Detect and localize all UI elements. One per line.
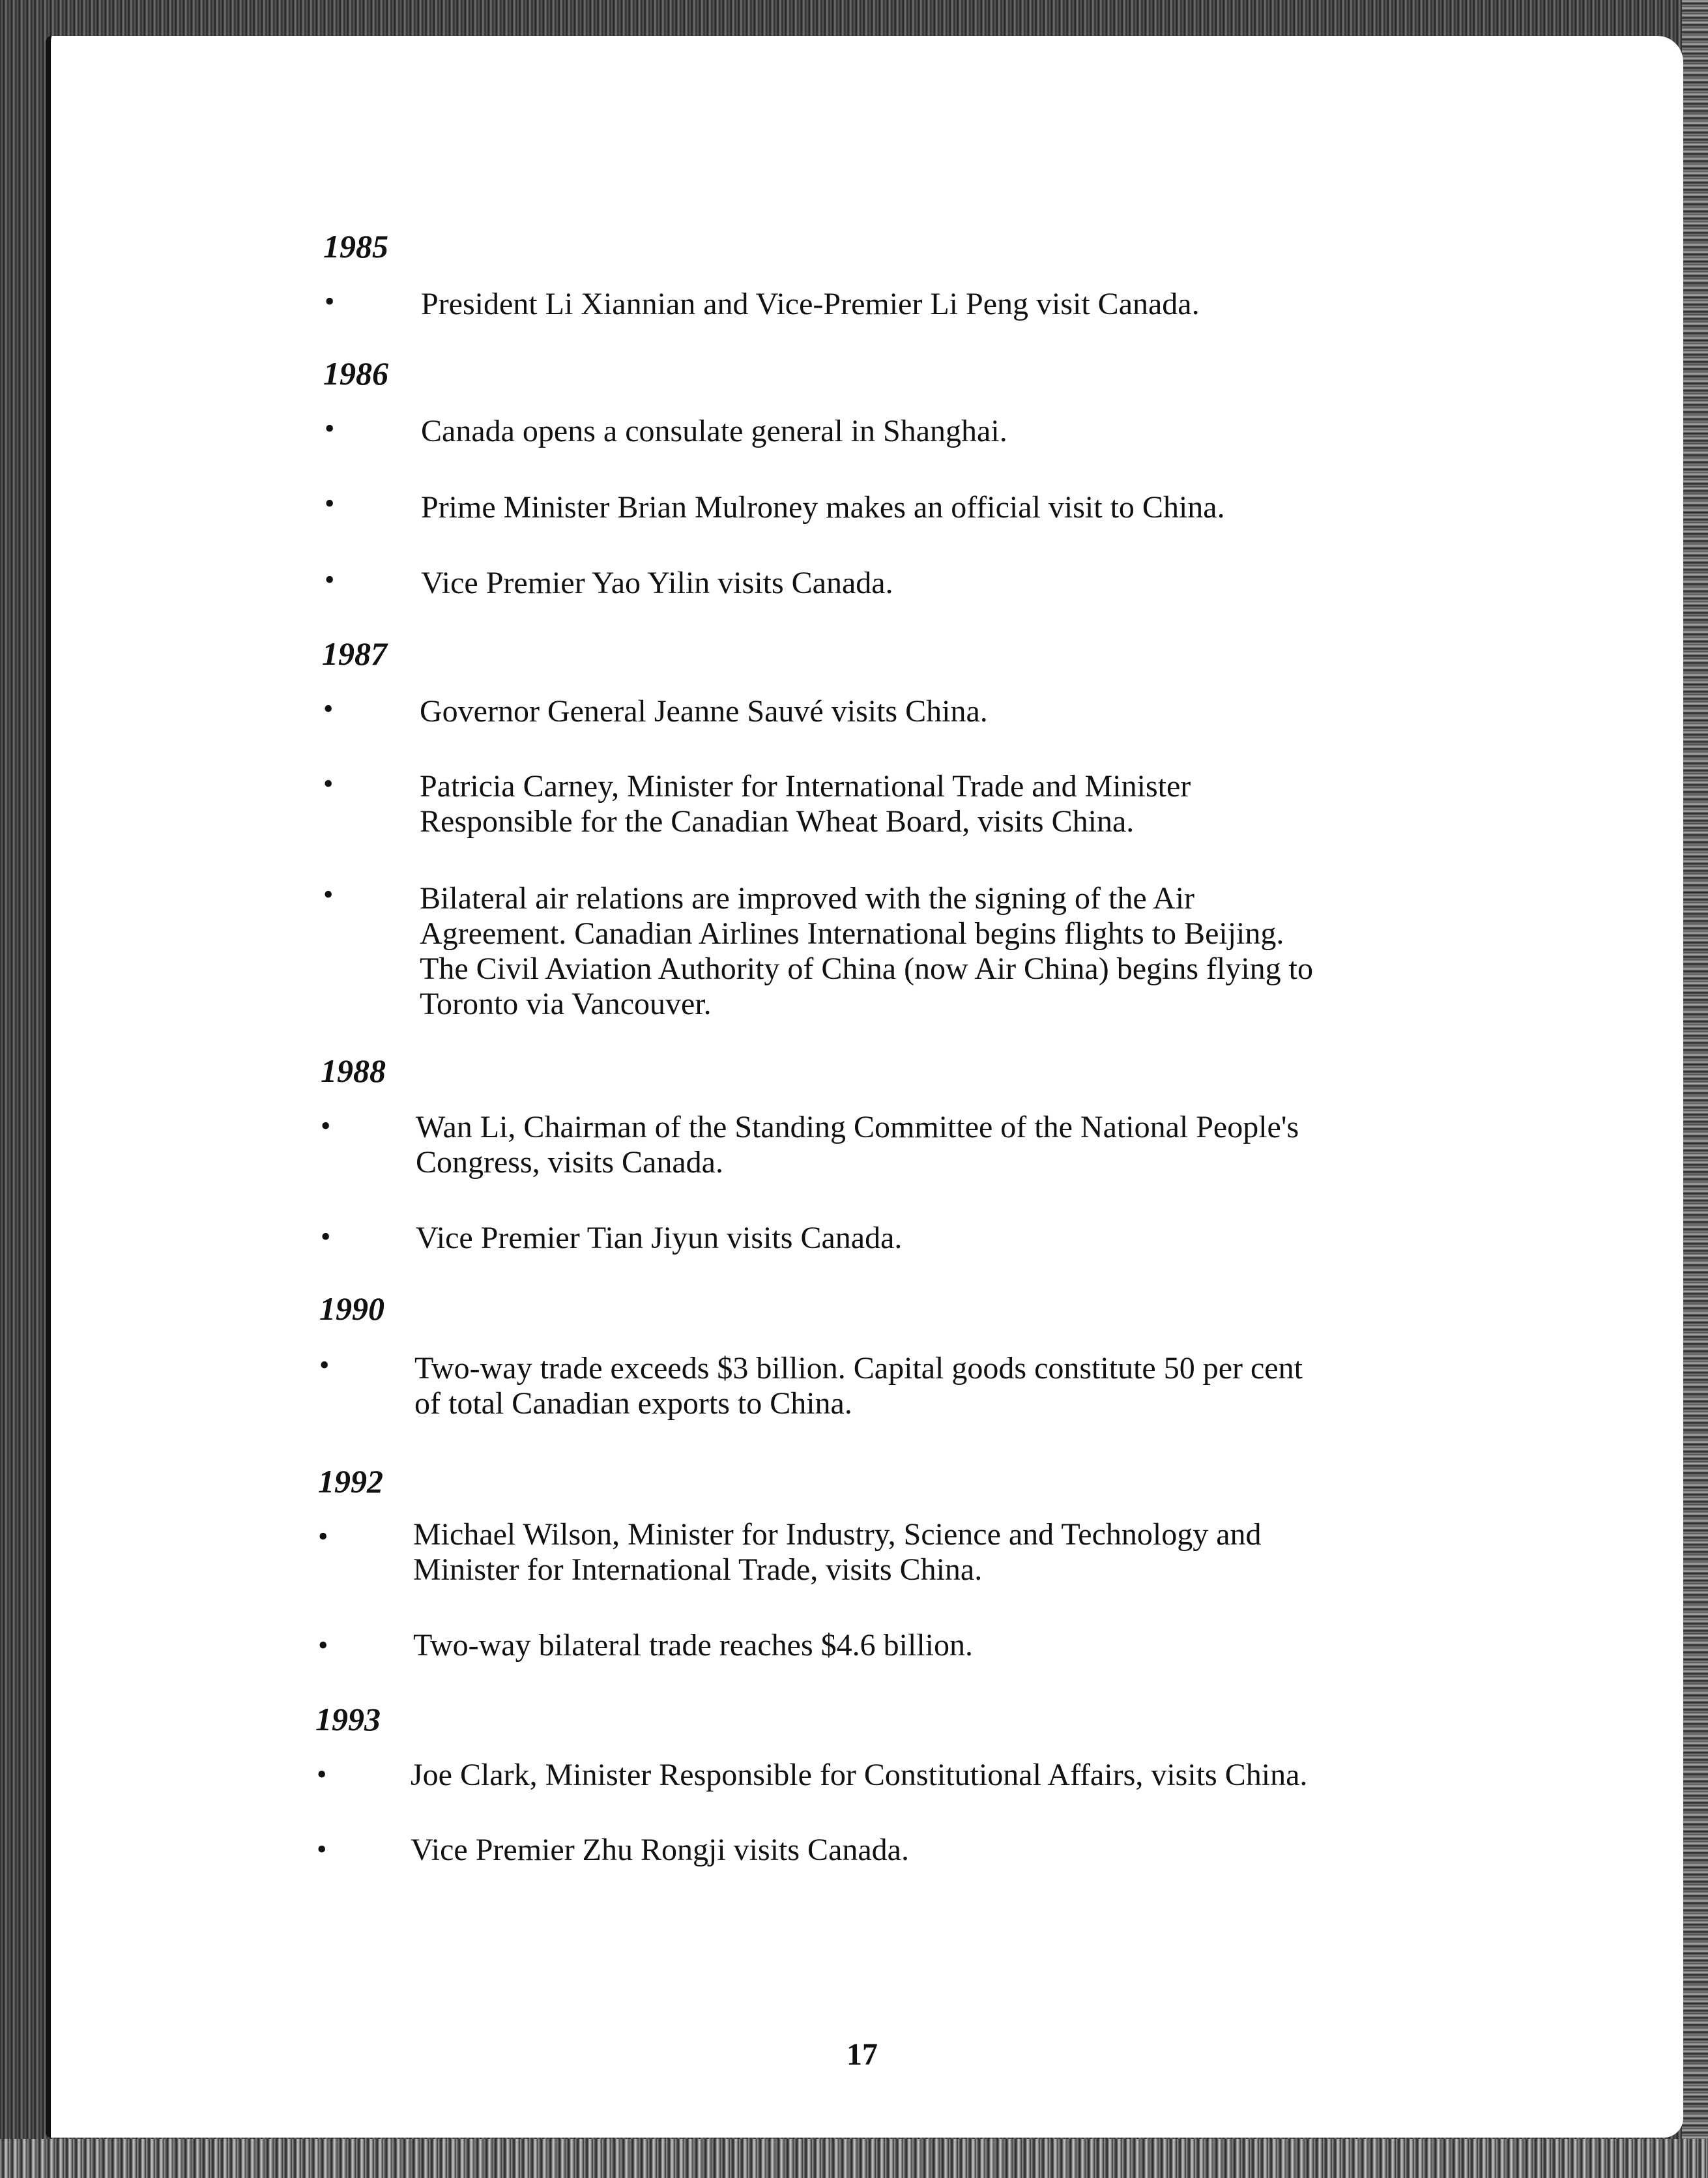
timeline (51, 36, 1683, 2138)
timeline-entry: Joe Clark, Minister Responsible for Constitutional Affairs, visits China. (411, 1758, 1308, 1792)
bullet-icon: • (325, 487, 335, 519)
timeline-entry: Vice Premier Zhu Rongji visits Canada. (411, 1833, 909, 1867)
year-heading: 1990 (319, 1290, 384, 1327)
year-heading: 1988 (321, 1053, 386, 1089)
bullet-icon: • (321, 1110, 331, 1142)
timeline-entry: Patricia Carney, Minister for International Trade and Minister Responsible for the Canadian Wheat Board, visits China. (420, 769, 1191, 839)
scan-bottom-edge (0, 2139, 1708, 2178)
timeline-entry: Governor General Jeanne Sauvé visits China. (420, 694, 988, 729)
timeline-entry: Vice Premier Yao Yilin visits Canada. (421, 566, 893, 600)
page-number: 17 (847, 2037, 878, 2072)
bullet-icon: • (323, 878, 334, 910)
timeline-entry: Wan Li, Chairman of the Standing Committee of the National People's Congress, visits Canada. (416, 1110, 1299, 1180)
year-heading: 1993 (315, 1701, 381, 1737)
timeline-entry: Two-way trade exceeds $3 billion. Capital goods constitute 50 per cent of total Canadian exports to China. (414, 1351, 1303, 1421)
timeline-entry: Canada opens a consulate general in Shanghai. (421, 414, 1007, 448)
bullet-icon: • (325, 564, 335, 596)
year-heading: 1992 (318, 1463, 383, 1500)
scan-right-edge (1682, 0, 1708, 2178)
bullet-icon: • (325, 285, 335, 317)
year-heading: 1985 (323, 228, 388, 265)
bullet-icon: • (319, 1349, 330, 1381)
timeline-entry: Prime Minister Brian Mulroney makes an official visit to China. (421, 490, 1225, 525)
timeline-entry: Bilateral air relations are improved with the signing of the Air Agreement. Canadian Airlines International begins flights to Beijing. The Civil Aviation Authority of China (now Air China) begins flying to Toronto via Vancouver. (420, 881, 1313, 1021)
bullet-icon: • (318, 1629, 328, 1661)
timeline-entry: Vice Premier Tian Jiyun visits Canada. (416, 1221, 903, 1255)
document-page (46, 36, 1683, 2138)
year-heading: 1986 (323, 355, 388, 392)
bullet-icon: • (318, 1520, 328, 1552)
bullet-icon: • (317, 1833, 327, 1865)
bullet-icon: • (321, 1221, 331, 1253)
timeline-entry: President Li Xiannian and Vice-Premier Li Peng visit Canada. (421, 287, 1200, 321)
timeline-entry: Michael Wilson, Minister for Industry, Science and Technology and Minister for International Trade, visits China. (413, 1517, 1262, 1587)
bullet-icon: • (325, 413, 335, 444)
bullet-icon: • (323, 693, 334, 725)
bullet-icon: • (323, 768, 334, 800)
bullet-icon: • (317, 1758, 327, 1790)
timeline-entry: Two-way bilateral trade reaches $4.6 billion. (413, 1628, 973, 1663)
year-heading: 1987 (322, 635, 387, 672)
